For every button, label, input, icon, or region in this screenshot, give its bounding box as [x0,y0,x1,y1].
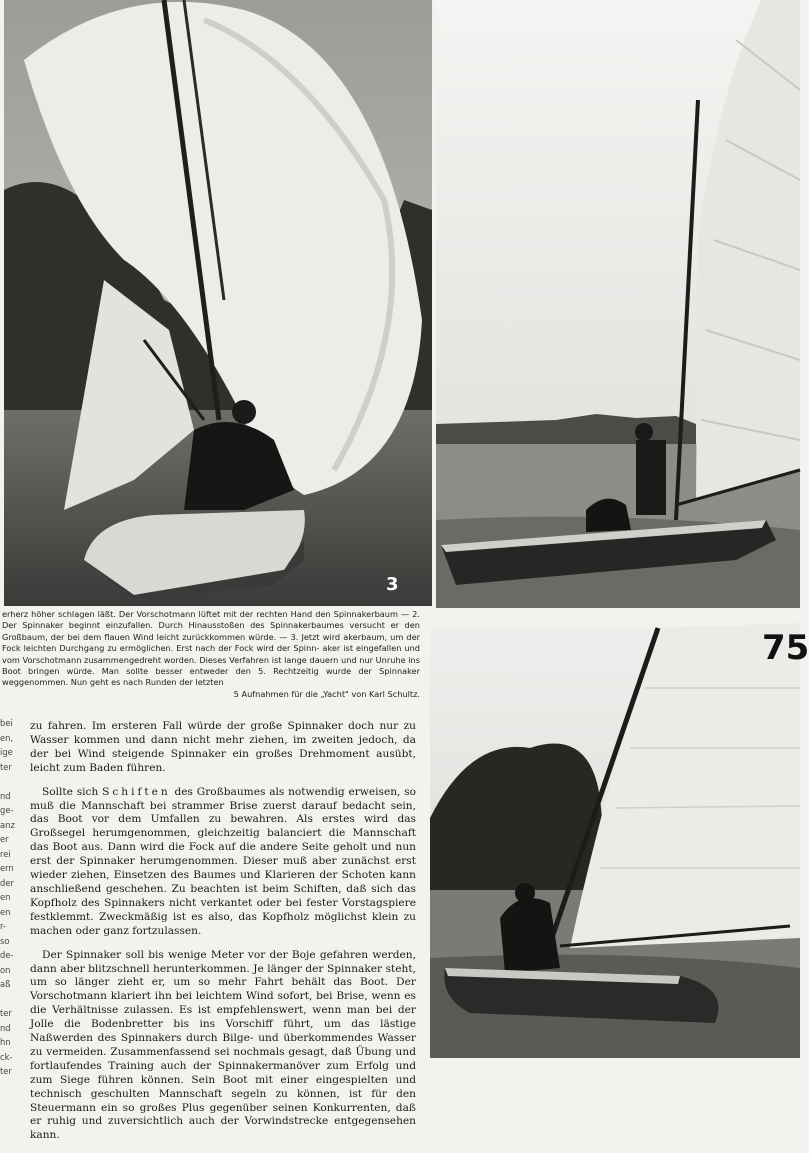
gutter-fragment: en [0,906,11,917]
gutter-fragment: de- [0,950,14,960]
gutter-fragment: hn [0,1037,11,1047]
emphasized-term: Schiften [102,785,171,798]
gutter-fragment: on [0,964,11,975]
photo1-image [4,0,432,606]
gutter-fragment: ige [0,747,13,757]
gutter-fragment: rei [0,848,11,859]
gutter-fragment: en, [0,732,14,743]
photo-boat-upwind [436,0,800,608]
gutter-fragment [0,992,14,1007]
paragraph: Der Spinnaker soll bis wenige Meter vor der Boje gefahren werden, dann aber blitzschnell herunterkommen. Je länger der Spinnaker steht, um so länger zieht er, um so mehr Fahrt behält das Boot. Der Vorschotmann klariert ihn bei leichtem Wind sofort, bei Brise, wenn es die Verhältnisse zulassen. Es ist empfehlenswert, wenn man bei der Jolle die Bodenbretter bis ins Vorschiff führt, um das lästige Naßwerden des Spinnakers durch Bilge- und überkommendes Wasser zu vermeiden. Zusammenfassend sei nochmals gesagt, daß Übung und fortlaufendes Training auch der Spinnakermanöver zum Erfolg und zum Siege führen können. Sein Boot mit einer eingespielten und technisch geschulten Mannschaft segeln zu können, ist für den Steuermann ein so großes Plus gegenüber seinen Konkurrenten, daß er ruhig und zuversichtlich auch der Vorwindstrecke entgegensehen kann. [30,948,416,1142]
gutter-fragment [0,774,14,789]
paragraph: zu fahren. Im ersteren Fall würde der große Spinnaker doch nur zu Wasser kommen und dann nicht mehr ziehen, im zweiten jedoch, da der bei Wind steigende Spinnaker ein großes Drehmoment ausübt, leicht zum Baden führen. [30,720,416,774]
gutter-fragment: nd [0,790,11,801]
gutter-fragment: der [0,877,14,888]
gutter-fragment: ge- [0,805,14,815]
photo-caption [2,609,420,700]
paragraph-lead: Sollte sich [42,785,103,798]
photo-number: 3 [386,574,399,595]
photo-credit: 5 Aufnahmen für die „Yacht" von Karl Schultz. [233,688,420,699]
gutter-fragment: ter [0,1008,12,1018]
caption-line: lange dauern und nur Unruhe ins Boot bringen würde. Man sollte besser entweder den [2,654,421,677]
gutter-fragment: er [0,834,9,844]
caption-line: 5. Rechtzeitig wurde der Spinnaker weggenommen. Nun geht es nach Runden der letzten [2,666,420,688]
gutter-fragment: bei [0,718,13,728]
caption-line: — 2. Der Spinnaker beginnt einzufallen. Durch Hinausstoßen des Spinnakerbaumes versucht [2,609,420,631]
caption-line: aker ist eingefallen und vom Vorschotmann zusammengedreht worden. Dieses Verfahren ist [2,643,420,665]
photo3-image [430,628,800,1058]
gutter-fragment: en [0,892,11,902]
gutter-fragment: anz [0,819,15,830]
caption-line: er den Großbaum, der bei dem flauen Wind leicht zurückkommen würde. — 3. Jetzt wird [2,620,420,642]
paragraph [30,786,416,939]
gutter-fragment: ck- [0,1051,13,1062]
gutter-fragment: nd [0,1022,11,1033]
previous-column-fragments [0,716,14,1079]
caption-line: erherz höher schlagen läßt. Der Vorschotmann lüftet mit der rechten Hand den Spinnakerbaum [2,609,398,619]
sail-number: 75 [762,628,809,668]
photo2-image [436,0,800,608]
gutter-fragment: so [0,935,10,946]
caption-line: akerbaum, um der Fock leichten Durchgang zu ermöglichen. Erst nach der Fock wird der Spinn- [2,631,420,654]
gutter-fragment: ern [0,863,14,873]
gutter-fragment: r- [0,921,6,931]
gutter-fragment: aß [0,979,11,989]
photo-boat-downwind [430,628,800,1058]
gutter-fragment: ter [0,761,12,772]
photo-spinnaker-collapse [4,0,432,606]
paragraph-rest: des Großbaumes als notwendig erweisen, so muß die Mannschaft bei strammer Brise zuerst darauf bedacht sein, das Boot vor dem Umfallen zu bewahren. Als erstes wird das Großsegel herumgenommen, gleichzeitig balanciert die Mannschaft das Boot aus. Dann wird die Fock auf die andere Seite geholt und nun erst der Spinnaker herumgenommen. Dieser muß aber zunächst erst wieder ziehen, Einsetzen des Baumes und Klarieren der Schoten kann anschließend geschehen. Zu beachten ist beim Schiften, daß sich das Kopfholz des Spinnakers nicht verkantet oder bei fester Vorstagspiere festklemmt. Zweckmäßig ist es also, das Kopfholz möglichst klein zu machen oder ganz fortzulassen. [30,785,416,937]
article-body [30,720,416,1153]
gutter-fragment: ter [0,1066,12,1076]
